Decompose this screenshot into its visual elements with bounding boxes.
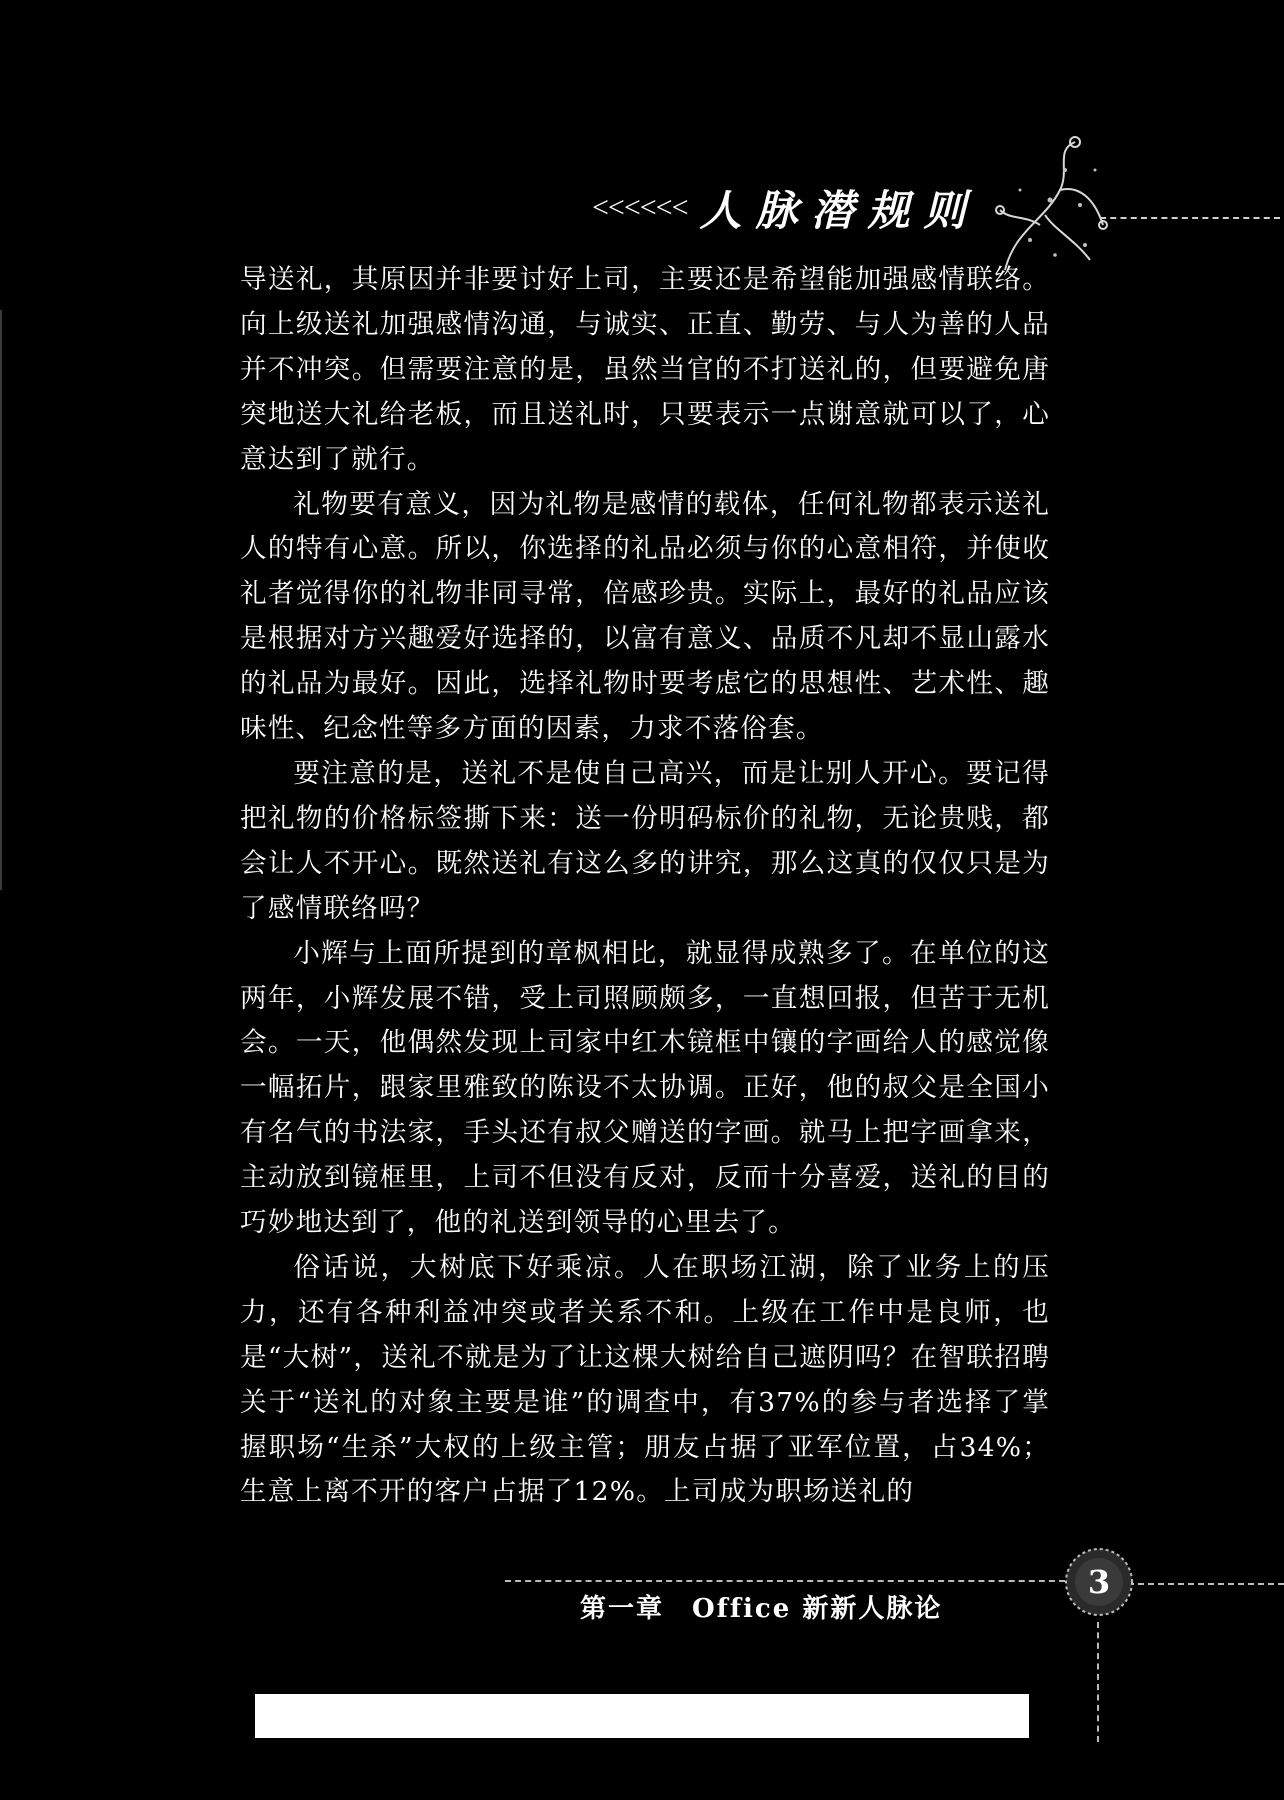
- page-edge-line: [0, 310, 2, 890]
- header-dashed-rule: [1100, 217, 1280, 219]
- footer-vertical-dash: [1097, 1622, 1099, 1742]
- header-title: 人脉潜规则: [699, 186, 980, 235]
- paragraph: 小辉与上面所提到的章枫相比，就显得成熟多了。在单位的这两年，小辉发展不错，受上司照顾颇多，一直想回报，但苦于无机会。一天，他偶然发现上司家中红木镜框中镶的字画给人的感觉像一幅拓片，跟家里雅致的陈设不太协调。正好，他的叔父是全国小有名气的书法家，手头还有叔父赠送的字画。就马上把字画拿来，主动放到镜框里，上司不但没有反对，反而十分喜爱，送礼的目的巧妙地达到了，他的礼送到领导的心里去了。: [240, 937, 1050, 1239]
- header-arrows: <<<<<<: [592, 191, 688, 224]
- paragraph: 导送礼，其原因并非要讨好上司，主要还是希望能加强感情联络。向上级送礼加强感情沟通，与诚实、正直、勤劳、与人为善的人品并不冲突。但需要注意的是，虽然当官的不打送礼的，但要避免唐突地送大礼给老板，而且送礼时，只要表示一点谢意就可以了，心意达到了就行。: [240, 264, 1050, 475]
- paragraph: 要注意的是，送礼不是使自己高兴，而是让别人开心。要记得把礼物的价格标签撕下来：送一份明码标价的礼物，无论贵贱，都会让人不开心。既然送礼有这么多的讲究，那么这真的仅仅只是为了感情联络吗？: [240, 757, 1050, 924]
- paragraph: 俗话说，大树底下好乘凉。人在职场江湖，除了业务上的压力，还有各种利益冲突或者关系不和。上级在工作中是良师，也是“大树”，送礼不就是为了让这棵大树给自己遮阴吗？在智联招聘关于“送礼的对象主要是谁”的调查中，有37%的参与者选择了掌握职场“生杀”大权的上级主管；朋友占据了亚军位置，占34%；生意上离不开的客户占据了12%。上司成为职场送礼的: [240, 1251, 1050, 1508]
- paragraph: 礼物要有意义，因为礼物是感情的载体，任何礼物都表示送礼人的特有心意。所以，你选择的礼品必须与你的心意相符，并使收礼者觉得你的礼物非同寻常，倍感珍贵。实际上，最好的礼品应该是根据对方兴趣爱好选择的，以富有意义、品质不凡却不显山露水的礼品为最好。因此，选择礼物时要考虑它的思想性、艺术性、趣味性、纪念性等多方面的因素，力求不落俗套。: [240, 488, 1050, 745]
- white-bar: [255, 1694, 1029, 1738]
- footer-dashed-rule-right: [1128, 1583, 1284, 1585]
- chapter-title: 第一章 Office 新新人脉论: [580, 1594, 943, 1624]
- body-text: [240, 258, 1050, 1515]
- footer-dashed-rule: [505, 1580, 1065, 1582]
- running-header: [592, 178, 980, 238]
- page-number: 3: [1087, 1563, 1111, 1601]
